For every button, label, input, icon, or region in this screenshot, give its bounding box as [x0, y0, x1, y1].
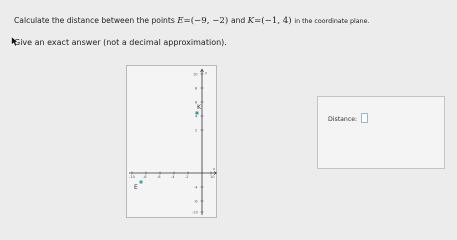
answer-panel [317, 96, 445, 169]
point-k-coords: (−1, 4) [261, 16, 292, 26]
x-tick-label: -6 [157, 175, 161, 179]
point-k-eq: = [254, 16, 262, 26]
point-k-label: K [197, 104, 201, 111]
x-tick-label: -2 [185, 175, 189, 179]
distance-label: Distance: [328, 116, 358, 123]
distance-input[interactable] [361, 113, 368, 123]
point-k-marker [196, 112, 199, 115]
x-tick-label: -4 [171, 175, 175, 179]
coordinate-plane-svg [127, 66, 218, 219]
x-tick-label: 10 [210, 175, 215, 179]
point-e-marker [140, 181, 143, 184]
y-tick-label: 10 [193, 72, 198, 77]
y-tick-label: -6 [194, 199, 198, 204]
y-tick-label: 8 [195, 86, 198, 91]
point-k-expression [248, 16, 295, 26]
question-instruction: Give an exact answer (not a decimal approximation). [14, 38, 227, 47]
question-connector: and [230, 16, 246, 25]
point-k-name: K [247, 16, 255, 26]
question-suffix: in the coordinate plane. [294, 18, 370, 25]
coordinate-plane[interactable] [126, 65, 217, 218]
x-tick-label: -8 [143, 175, 147, 179]
y-tick-label: -10 [192, 210, 198, 215]
x-tick-label: -10 [129, 175, 135, 179]
question-text [14, 16, 369, 26]
x-axis-label: x [213, 167, 216, 171]
y-tick-label: -4 [194, 185, 198, 190]
y-tick-label: 2 [195, 128, 198, 133]
y-tick-label: 6 [195, 100, 198, 105]
y-tick-label: 4 [195, 114, 198, 119]
y-axis-label: y [205, 71, 208, 75]
point-e-expression [177, 16, 231, 26]
point-e-label: E [134, 184, 138, 191]
point-e-name: E [177, 16, 184, 26]
question-prefix: Calculate the distance between the points [14, 16, 175, 25]
point-e-coords: (−9, −2) [190, 16, 229, 26]
point-e-eq: = [183, 16, 191, 26]
